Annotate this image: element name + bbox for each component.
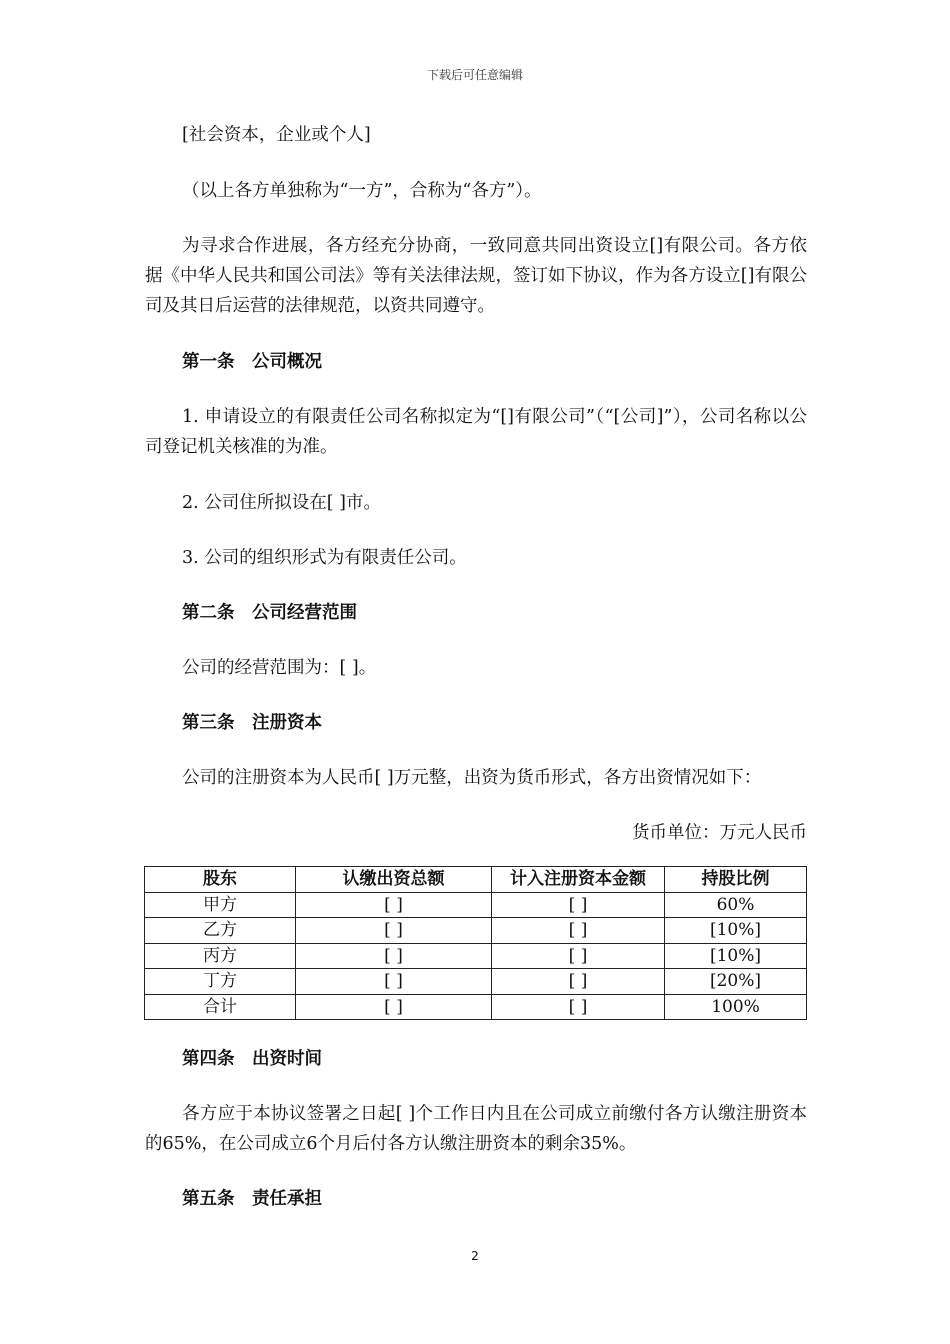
registered-capital-cell: [ ] — [492, 969, 665, 995]
article-2-body: 公司的经营范围为：[ ]。 — [182, 658, 377, 678]
shareholder-cell: 丙方 — [145, 943, 296, 969]
subscribed-amount-cell: [ ] — [296, 969, 492, 995]
party-definition: （以上各方单独称为“一方”，合称为“各方”）。 — [182, 181, 542, 201]
share-ratio-cell: [10%] — [665, 943, 807, 969]
article-4-heading: 第四条 出资时间 — [182, 1049, 322, 1069]
registered-capital-cell: [ ] — [492, 918, 665, 944]
subscribed-amount-cell: [ ] — [296, 994, 492, 1020]
article-2-heading: 第二条 公司经营范围 — [182, 603, 357, 623]
column-header: 股东 — [145, 867, 296, 893]
table-row — [145, 918, 807, 944]
page-number: 2 — [471, 1249, 479, 1263]
subscribed-amount-cell: [ ] — [296, 918, 492, 944]
table-row-total — [145, 994, 807, 1020]
article-3-heading: 第三条 注册资本 — [182, 713, 322, 733]
article-1-item-1: 1. 申请设立的有限责任公司名称拟定为“[]有限公司”（“[公司]”），公司名称以公司登记机关核准的为准。 — [145, 407, 807, 457]
article-1-item-3: 3. 公司的组织形式为有限责任公司。 — [182, 548, 467, 568]
article-3-body: 公司的注册资本为人民币[ ]万元整，出资为货币形式，各方出资情况如下： — [182, 768, 762, 788]
share-ratio-cell: 100% — [665, 994, 807, 1020]
preamble-paragraph: 为寻求合作进展，各方经充分协商，一致同意共同出资设立[]有限公司。各方依据《中华人民共和国公司法》等有关法律法规，签订如下协议，作为各方设立[]有限公司及其日后运营的法律规范，以资共同遵守。 — [145, 236, 807, 316]
party-line: [社会资本，企业或个人] — [182, 125, 371, 145]
article-4-body: 各方应于本协议签署之日起[ ]个工作日内且在公司成立前缴付各方认缴注册资本的65%，在公司成立6个月后付各方认缴注册资本的剩余35%。 — [145, 1104, 807, 1154]
shareholder-cell: 丁方 — [145, 969, 296, 995]
article-5-heading: 第五条 责任承担 — [182, 1189, 322, 1209]
column-header: 认缴出资总额 — [296, 867, 492, 893]
shareholder-cell: 乙方 — [145, 918, 296, 944]
registered-capital-cell: [ ] — [492, 892, 665, 918]
share-ratio-cell: [10%] — [665, 918, 807, 944]
table-header-row — [145, 867, 807, 893]
table-row — [145, 892, 807, 918]
shareholder-cell: 甲方 — [145, 892, 296, 918]
capital-contribution-table — [144, 866, 807, 1020]
page-header: 下载后可任意编辑 — [426, 68, 523, 82]
table-row — [145, 943, 807, 969]
article-1-heading: 第一条 公司概况 — [182, 352, 322, 372]
registered-capital-cell: [ ] — [492, 943, 665, 969]
share-ratio-cell: 60% — [665, 892, 807, 918]
shareholder-cell: 合计 — [145, 994, 296, 1020]
table-row — [145, 969, 807, 995]
currency-unit-note: 货币单位：万元人民币 — [632, 823, 807, 843]
subscribed-amount-cell: [ ] — [296, 892, 492, 918]
column-header: 持股比例 — [665, 867, 807, 893]
column-header: 计入注册资本金额 — [492, 867, 665, 893]
article-1-item-2: 2. 公司住所拟设在[ ]市。 — [182, 493, 381, 513]
registered-capital-cell: [ ] — [492, 994, 665, 1020]
subscribed-amount-cell: [ ] — [296, 943, 492, 969]
share-ratio-cell: [20%] — [665, 969, 807, 995]
